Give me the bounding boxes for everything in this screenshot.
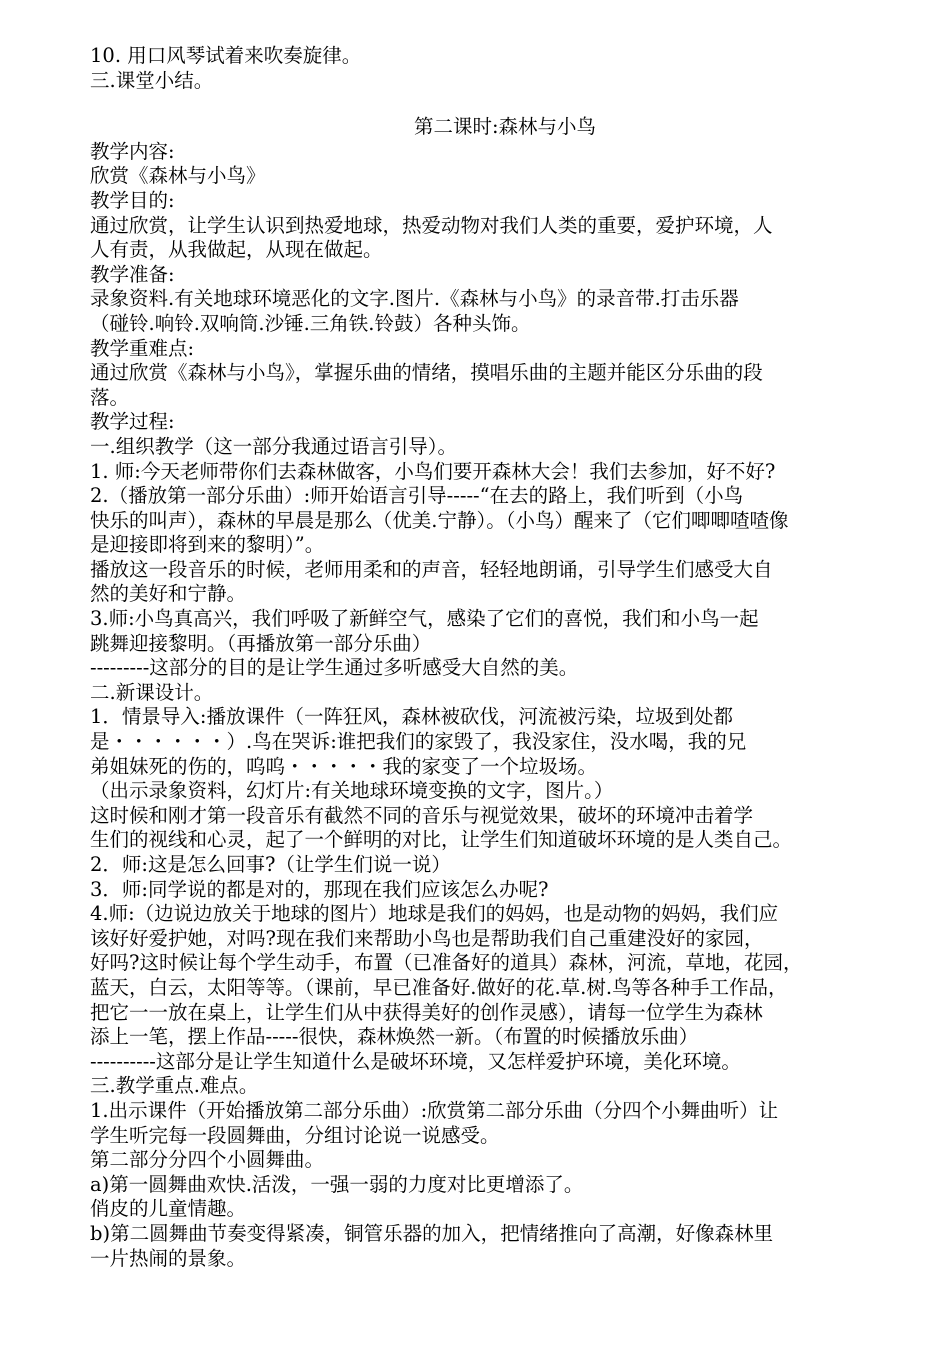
text-line: 3．师:同学说的都是对的，那现在我们应该怎么办呢? xyxy=(90,877,549,901)
text-line: ----------这部分是让学生知道什么是破坏环境，又怎样爱护环境，美化环境。 xyxy=(90,1049,741,1073)
text-line: 教学目的: xyxy=(90,188,175,212)
text-line: 3.师:小鸟真高兴，我们呼吸了新鲜空气，感染了它们的喜悦，我们和小鸟一起 xyxy=(90,607,759,631)
text-line: 第二部分分四个小圆舞曲。 xyxy=(90,1148,325,1172)
text-line: 把它一一放在桌上，让学生们从中获得美好的创作灵感），请每一位学生为森林 xyxy=(90,1000,763,1024)
text-line: 通过欣赏《森林与小鸟》，掌握乐曲的情绪，摸唱乐曲的主题并能区分乐曲的段 xyxy=(90,361,763,385)
text-line: 生们的视线和心灵，起了一个鲜明的对比，让学生们知道破坏环境的是人类自己。 xyxy=(90,828,793,852)
text-line: 这时候和刚才第一段音乐有截然不同的音乐与视觉效果，破坏的环境冲击着学 xyxy=(90,803,754,827)
lesson-body xyxy=(90,140,880,1271)
text-line: ---------这部分的目的是让学生通过多听感受大自然的美。 xyxy=(90,656,579,680)
text-line: 2．师:这是怎么回事?（让学生们说一说） xyxy=(90,853,451,876)
text-line: 欣赏《森林与小鸟》 xyxy=(90,164,266,188)
document-page xyxy=(90,44,880,1271)
text-line: 快乐的叫声），森林的早晨是那么（优美.宁静）。（小鸟）醒来了（它们唧唧喳喳像 xyxy=(90,508,789,532)
lesson-title: 第二课时:森林与小鸟 xyxy=(413,115,597,139)
text-line: 是迎接即将到来的黎明）”。 xyxy=(90,533,325,557)
text-line: a)第一圆舞曲欢快.活泼，一强一弱的力度对比更增添了。 xyxy=(90,1172,584,1196)
text-line: 三.教学重点.难点。 xyxy=(90,1074,259,1098)
text-line: 好吗?这时候让每个学生动手，布置（已准备好的道具）森林，河流，草地，花园， xyxy=(90,951,803,975)
text-line: 1. 师:今天老师带你们去森林做客，小鸟们要开森林大会！我们去参加，好不好? xyxy=(90,459,776,483)
text-line: 落。 xyxy=(90,385,130,409)
text-line: 然的美好和宁静。 xyxy=(90,582,247,606)
text-line: 一.组织教学（这一部分我通过语言引导）。 xyxy=(90,434,457,458)
text-line: 教学内容: xyxy=(90,139,175,163)
text-line: 二.新课设计。 xyxy=(90,680,214,704)
text-line: （出示录象资料，幻灯片:有关地球环境变换的文字，图片。） xyxy=(90,779,614,803)
text-line: 1.出示课件（开始播放第二部分乐曲）:欣赏第二部分乐曲（分四个小舞曲听）让 xyxy=(90,1098,779,1122)
text-line: 教学准备: xyxy=(90,262,175,286)
text-line: 三.课堂小结。 xyxy=(90,68,214,92)
text-line: 该好好爱护她，对吗?现在我们来帮助小鸟也是帮助我们自己重建没好的家园， xyxy=(90,926,764,950)
spacer xyxy=(90,93,880,115)
text-line: 人有责，从我做起，从现在做起。 xyxy=(90,238,383,262)
text-line: 2.（播放第一部分乐曲）:师开始语言引导-----“在去的路上，我们听到（小鸟 xyxy=(90,484,744,508)
text-line: 播放这一段音乐的时候，老师用柔和的声音，轻轻地朗诵，引导学生们感受大自 xyxy=(90,557,773,581)
text-line: 是・・・・・・）.鸟在哭诉:谁把我们的家毁了，我没家住，没水喝，我的兄 xyxy=(90,730,747,754)
text-line: 一片热闹的景象。 xyxy=(90,1246,247,1270)
text-line: 4.师:（边说边放关于地球的图片）地球是我们的妈妈，也是动物的妈妈，我们应 xyxy=(90,902,779,926)
text-line: 蓝天，白云，太阳等等。（课前，早已准备好.做好的花.草.树.鸟等各种手工作品， xyxy=(90,975,788,999)
text-line: （碰铃.响铃.双响筒.沙锤.三角铁.铃鼓）各种头饰。 xyxy=(90,311,531,335)
text-line: 录象资料.有关地球环境恶化的文字.图片.《森林与小鸟》的录音带.打击乐器 xyxy=(90,287,739,311)
text-line: b)第二圆舞曲节奏变得紧凑，铜管乐器的加入，把情绪推向了高潮，好像森林里 xyxy=(90,1221,774,1245)
text-line: 通过欣赏，让学生认识到热爱地球，热爱动物对我们人类的重要，爱护环境，人 xyxy=(90,213,773,237)
text-line: 弟姐妹死的伤的，呜呜・・・・・我的家变了一个垃圾场。 xyxy=(90,754,598,778)
intro-lines xyxy=(90,44,880,93)
text-line: 10. 用口风琴试着来吹奏旋律。 xyxy=(90,44,362,67)
text-line: 教学重难点: xyxy=(90,336,195,360)
text-line: 学生听完每一段圆舞曲，分组讨论说一说感受。 xyxy=(90,1123,500,1147)
text-line: 俏皮的儿童情趣。 xyxy=(90,1197,247,1221)
text-line: 添上一笔，摆上作品-----很快，森林焕然一新。（布置的时候播放乐曲） xyxy=(90,1025,699,1049)
text-line: 1．情景导入:播放课件（一阵狂风，森林被砍伐，河流被污染，垃圾到处都 xyxy=(90,705,733,729)
text-line: 教学过程: xyxy=(90,410,175,434)
text-line: 跳舞迎接黎明。（再播放第一部分乐曲） xyxy=(90,631,432,655)
